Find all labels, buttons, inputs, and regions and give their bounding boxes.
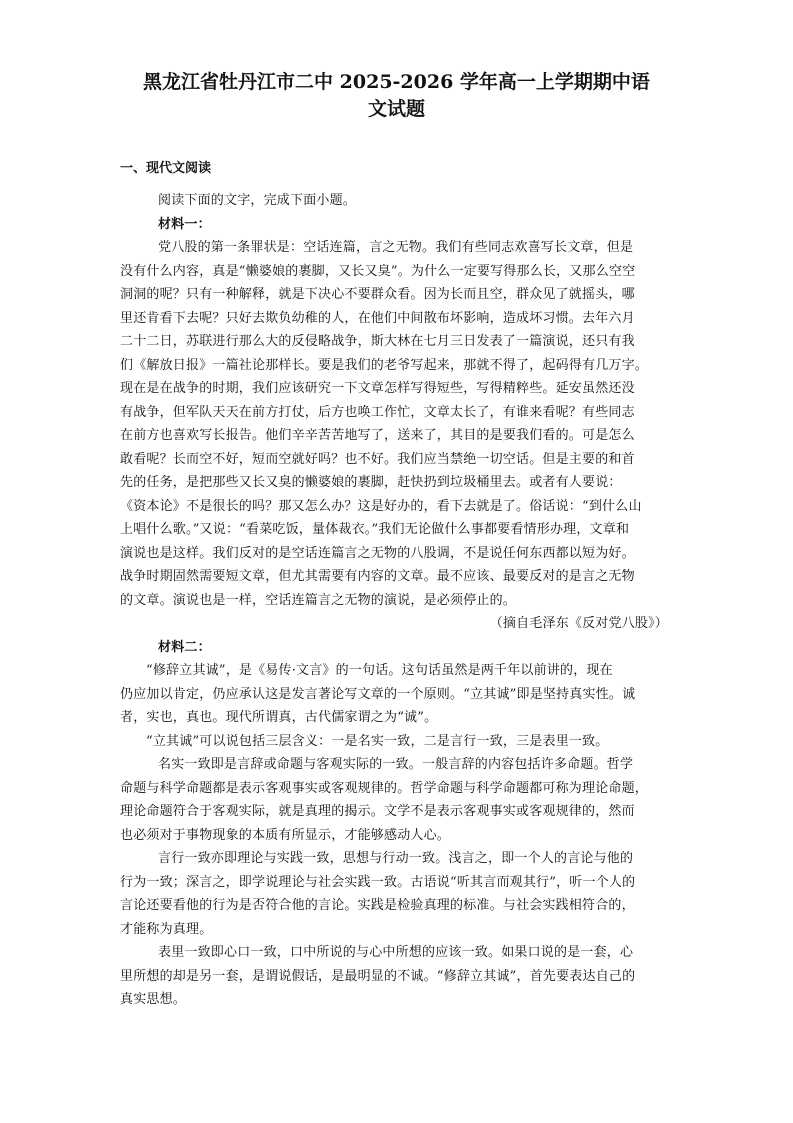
- material1-source: （摘自毛泽东《反对党八股》）: [489, 616, 668, 631]
- material1-line: 的文章。演说也是一样，空话连篇言之无物的演说，是必须停止的。: [120, 592, 517, 608]
- material2-line: “立其诚”可以说包括三层含义：一是名实一致，二是言行一致，三是表里一致。: [146, 733, 609, 749]
- material2-line: 行为一致；深言之，即学说理论与社会实践一致。古语说“听其言而观其行”，听一个人的: [120, 874, 636, 890]
- material1-line: 演说也是这样。我们反对的是空话连篇言之无物的八股调，不是说任何东西都以短为好。: [120, 545, 635, 561]
- material1-line: 上唱什么歌。”又说：“看菜吃饭，量体裁衣。”我们无论做什么事都要看情形办理，文章和: [120, 522, 630, 537]
- material1-line: 《资本论》不是很长的吗？那又怎么办？这是好办的，看下去就是了。俗话说：“到什么山: [120, 498, 642, 514]
- material1-line: 现在是在战争的时期，我们应该研究一下文章怎样写得短些，写得精粹些。延安虽然还没: [120, 381, 635, 396]
- material1-line: 战争时期固然需要短文章，但尤其需要有内容的文章。最不应该、最要反对的是言之无物: [120, 569, 635, 584]
- instruction-text: 阅读下面的文字，完成下面小题。: [158, 193, 357, 208]
- material2-line: 也必须对于事物现象的本质有所显示，才能够感动人心。: [120, 827, 451, 843]
- section-heading: 一、现代文阅读: [120, 161, 212, 176]
- material2-line: 言论还要看他的行为是否符合他的言论。实践是检验真理的标准。与社会实践相符合的，: [120, 898, 635, 913]
- material1-line: 先的任务，是把那些又长又臭的懒婆娘的裹脚，赶快扔到垃圾桶里去。或者有人要说：: [120, 475, 622, 490]
- material1-line: 敢看呢？长而空不好，短而空就好吗？也不好。我们应当禁绝一切空话。但是主要的和首: [120, 451, 635, 467]
- material1-label: 材料一：: [158, 216, 211, 232]
- reading-passage: [120, 189, 680, 1012]
- material2-line: 才能称为真理。: [120, 921, 213, 937]
- material2-line: 仍应加以肯定，仍应承认这是发言著论写文章的一个原则。“立其诚”即是坚持真实性。诚: [120, 686, 636, 702]
- material1-line: 二十二日，苏联进行那么大的反侵略战争，斯大林在七月三日发表了一篇演说，还只有我: [120, 334, 635, 349]
- material2-line: “修辞立其诚”，是《易传·文言》的一句话。这句话虽然是两千年以前讲的，现在: [146, 663, 613, 678]
- material1-line: 没有什么内容，真是“懒婆娘的裹脚，又长又臭”。为什么一定要写得那么长，又那么空空: [120, 263, 636, 279]
- title-line-2: 文试题: [367, 98, 425, 120]
- material2-line: 里所想的却是另一套，是谓说假话，是最明显的不诚。“修辞立其诚”，首先要表达自己的: [120, 968, 636, 984]
- material1-line: 党八股的第一条罪状是：空话连篇，言之无物。我们有些同志欢喜写长文章，但是: [158, 240, 634, 255]
- material2-line: 名实一致即是言辞或命题与客观实际的一致。一般言辞的内容包括许多命题。哲学: [158, 757, 634, 772]
- material2-line: 言行一致亦即理论与实践一致，思想与行动一致。浅言之，即一个人的言论与他的: [158, 851, 634, 866]
- document-title: [110, 69, 683, 123]
- material2-line: 真实思想。: [120, 992, 187, 1007]
- title-line-1: 黑龙江省牡丹江市二中 2025-2026 学年高一上学期期中语: [143, 71, 650, 93]
- material2-line: 者，实也，真也。现代所谓真，古代儒家谓之为“诚”。: [120, 710, 438, 725]
- material2-line: 命题与科学命题都是表示客观事实或客观规律的。哲学命题与科学命题都可称为理论命题，: [120, 780, 649, 796]
- material2-label: 材料二：: [158, 639, 211, 655]
- material2-line: 表里一致即心口一致，口中所说的与心中所想的应该一致。如果口说的是一套，心: [158, 945, 634, 960]
- material1-line: 有战争，但军队天天在前方打仗，后方也唤工作忙，文章太长了，有谁来看呢？有些同志: [120, 404, 635, 420]
- material1-line: 在前方也喜欢写长报告。他们辛辛苦苦地写了，送来了，其目的是要我们看的。可是怎么: [120, 428, 635, 443]
- material2-line: 理论命题符合于客观实际，就是真理的揭示。文学不是表示客观事实或客观规律的，然而: [120, 804, 635, 819]
- material1-line: 们《解放日报》一篇社论那样长。要是我们的老爷写起来，那就不得了，起码得有几万字。: [120, 357, 649, 373]
- material1-line: 洞洞的呢？只有一种解释，就是下决心不要群众看。因为长而且空，群众见了就摇头，哪: [120, 287, 635, 302]
- material1-line: 里还肯看下去呢？只好去欺负幼稚的人，在他们中间散布坏影响，造成坏习惯。去年六月: [120, 310, 635, 326]
